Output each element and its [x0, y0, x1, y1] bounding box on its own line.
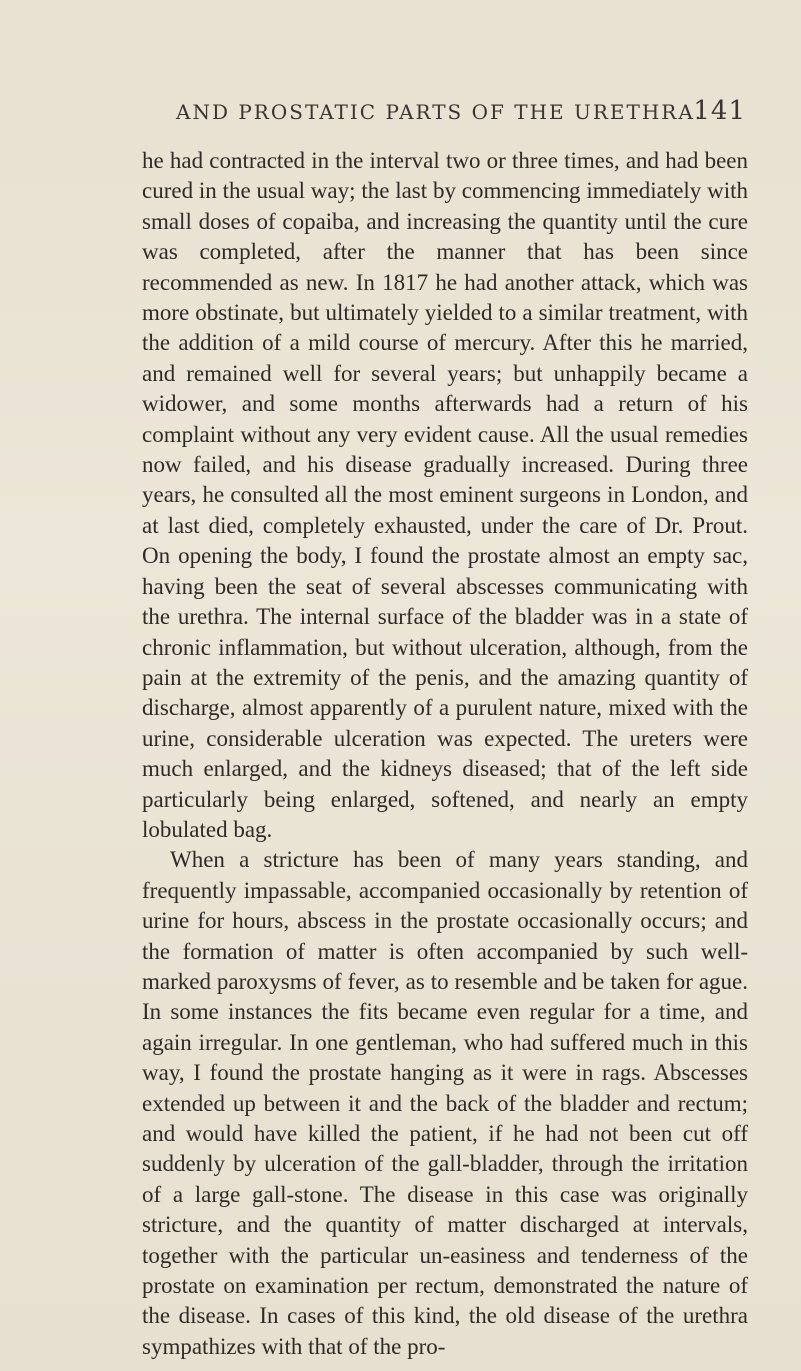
paragraph-continued: he had contracted in the interval two or three times, and had been cured in the usual way; the last by commencing immediately with small doses of copaiba, and increasing the quantity until the cure was completed, after the manner that has been since recommended as new. In 1817 he had another attack, which was more obstinate, but ultimately yielded to a similar treatment, with the addition of a mild course of mercury. After this he married, and remained well for several years; but unhappily became a widower, and some months afterwards had a return of his complaint without any very evident cause. All the usual remedies now failed, and his disease gradually increased. During three years, he consulted all the most eminent surgeons in London, and at last died, completely exhausted, under the care of Dr. Prout. On opening the body, I found the prostate almost an empty sac, having been the seat of several abscesses communicating with the urethra. The internal surface of the bladder was in a state of chronic inflammation, but without ulceration, although, from the pain at the extremity of the penis, and the amazing quantity of discharge, almost apparently of a purulent nature, mixed with the urine, considerable ulceration was expected. The ureters were much enlarged, and the kidneys diseased; that of the left side particularly being enlarged, softened, and nearly an empty lobulated bag. — [142, 148, 748, 842]
body-text — [142, 146, 748, 1362]
page-number: 141 — [693, 96, 746, 126]
running-title: AND PROSTATIC PARTS OF THE URETHRA. — [176, 100, 704, 124]
paragraph-stricture: When a stricture has been of many years standing, and frequently impassable, accompanied occasionally by retention of urine for hours, abscess in the prostate occasionally occurs; and the formation of matter is often accompanied by such well-marked paroxysms of fever, as to resemble and be taken for ague. In some instances the fits became even regular for a time, and again irregular. In one gentleman, who had suffered much in this way, I found the prostate hanging as it were in rags. Abscesses extended up between it and the back of the bladder and rectum; and would have killed the patient, if he had not been cut off suddenly by ulceration of the gall-bladder, through the irritation of a large gall-stone. The disease in this case was originally stricture, and the quantity of matter discharged at intervals, together with the particular un-easiness and tenderness of the prostate on examination per rectum, demonstrated the nature of the disease. In cases of this kind, the old disease of the urethra sympathizes with that of the pro- — [142, 847, 748, 1359]
running-head — [176, 96, 746, 130]
